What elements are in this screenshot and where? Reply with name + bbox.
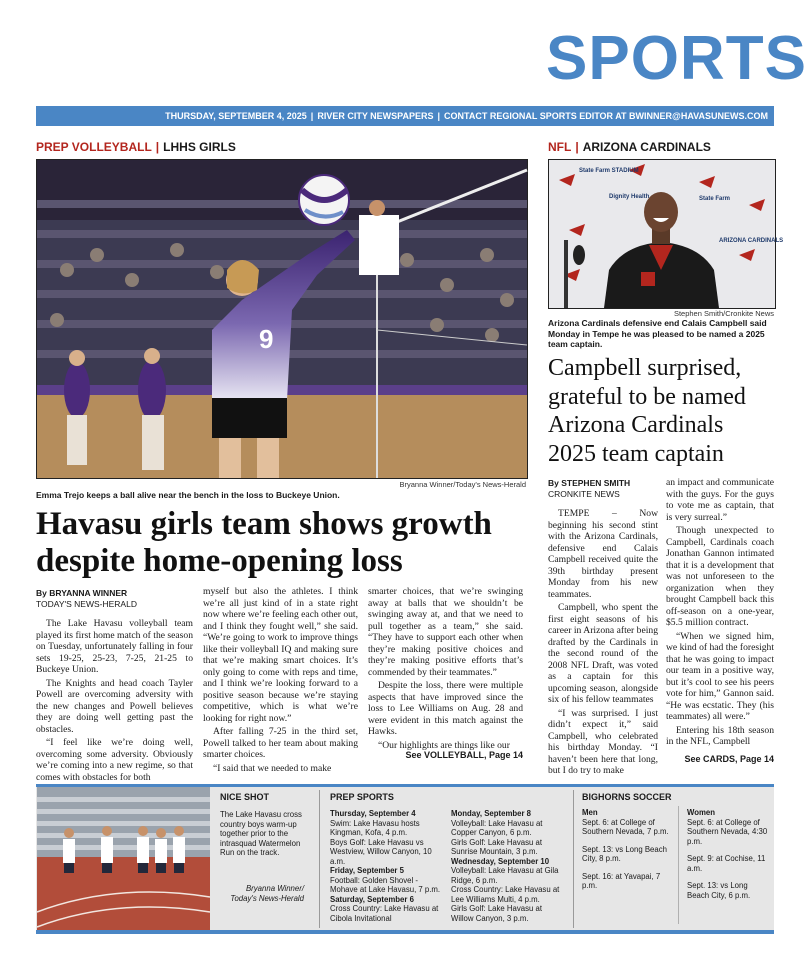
cardinals-jump-line[interactable]: See CARDS, Page 14 [684, 754, 774, 764]
soccer-men-label: Men [582, 808, 598, 817]
nice-shot-photo-art [37, 787, 210, 930]
nice-shot-credit: Bryanna Winner/ Today's News-Herald [230, 884, 304, 903]
cardinals-headline: Campbell surprised, grateful to be named Arizona Cardinals 2025 team captain [548, 355, 746, 467]
article-paragraph: an impact and communicate with the guys. For the guys to vote me as captain, that is very surreal.” [666, 477, 774, 523]
article-paragraph: The Lake Havasu volleyball team played its first home match of the season on Tuesday, unfortunately falling in four sets 19-25, 25-23, 7-25, 21-25 to Buckeye Union. [36, 618, 193, 675]
soccer-title: BIGHORNS SOCCER [582, 792, 672, 802]
schedule-day: Monday, September 8 [451, 809, 532, 818]
schedule-item: Boys Golf: Lake Havasu vs Westview, Willow Canyon, 10 a.m. [330, 837, 432, 866]
volleyball-column-1 [36, 618, 193, 783]
volleyball-photo-art [37, 160, 527, 478]
prep-sports-title: PREP SPORTS [330, 792, 394, 802]
backdrop-text: State Farm STADIUM [579, 168, 639, 174]
schedule-item: Volleyball: Lake Havasu at Gila Ridge, 6 p.m. [451, 866, 559, 885]
soccer-men: Men Sept. 6: at College of Southern Nevada, 7 p.m. Sept. 13: vs Long Beach City, 8 p.m. Sept. 16: at Yavapai, 7 p.m. [582, 808, 674, 891]
cardinals-byline [548, 478, 658, 500]
backdrop-text: State Farm [699, 196, 731, 202]
schedule-item: Swim: Lake Havasu hosts Kingman, Kofa, 4 p.m. [330, 818, 420, 837]
byline-organization: CRONKITE NEWS [548, 489, 620, 500]
kicker-category: PREP VOLLEYBALL [36, 140, 152, 154]
soccer-women-label: Women [687, 808, 716, 817]
schedule-item: Football: Golden Shovel - Mohave at Lake Havasu, 7 p.m. [330, 875, 441, 894]
cardinals-photo-caption: Arizona Cardinals defensive end Calais Campbell said Monday in Tempe he was pleased to be named a 2025 team captain. [548, 318, 767, 350]
cardinals-photo-art [549, 160, 784, 308]
volleyball-headline: Havasu girls team shows growth despite home-opening loss [36, 506, 492, 579]
volleyball-byline [36, 588, 196, 610]
article-paragraph: The Knights and head coach Tayler Powell are overcoming adversity with the new changes and Powell believes they are doing well getting past the obstacles. [36, 677, 193, 735]
divider [573, 790, 574, 928]
article-paragraph: “I feel like we’re doing well, overcoming some adversity. Obviously we’re coming into a new regime, so that comes with obstacles for both [36, 737, 193, 783]
cardinals-photo [548, 159, 784, 309]
schedule-day: Friday, September 5 [330, 866, 404, 875]
article-paragraph: Though unexpected to Campbell, Cardinals coach Jonathan Gannon intimated that it is a development that was not unforeseen to the organization when they brought Campbell back this off-season on a one-year, $5.5 million contract. [666, 525, 774, 628]
volleyball-photo-caption: Emma Trejo keeps a ball alive near the bench in the loss to Buckeye Union. [36, 490, 340, 500]
dateline-bar: THURSDAY, SEPTEMBER 4, 2025 | RIVER CITY NEWSPAPERS | CONTACT REGIONAL SPORTS EDITOR AT BWINNER@HAVASUNEWS.COM [36, 106, 774, 126]
byline-organization: TODAY'S NEWS-HERALD [36, 599, 137, 610]
article-paragraph: “I was surprised. I just didn’t expect it,” said Campbell, who celebrated his birthday Monday. “I haven’t been here that long, but I do try to make [548, 707, 658, 776]
article-paragraph: Despite the loss, there were multiple aspects that have improved since the loss to Lee Williams on Aug. 28 and were evident in this match against the Hawks. [368, 680, 523, 737]
volleyball-photo-credit: Bryanna Winner/Today's News-Herald [399, 480, 526, 489]
volleyball-photo [36, 159, 528, 479]
article-paragraph: myself but also the athletes. I think we’re all just kind of in a state right now where we’re feeling each other out, and I think they fought well,” she said. “We’re going to work to improve things like their volleyball IQ and making sure that we’re making smart choices. It’s only going to come with reps and time, and I think we’re looking forward to a positive season because we’re staying competitive, which is what we’re looking for right now.” [203, 586, 358, 724]
volleyball-column-3 [368, 586, 523, 751]
volleyball-jump-line[interactable]: See VOLLEYBALL, Page 14 [405, 750, 523, 760]
byline-author: By BRYANNA WINNER [36, 588, 128, 598]
prep-sports-column-2 [451, 809, 565, 923]
schedule-day: Wednesday, September 10 [451, 856, 550, 866]
cardinals-column-2 [666, 477, 774, 749]
divider [319, 790, 320, 928]
kicker-topic: LHHS GIRLS [163, 140, 236, 154]
schedule-item: Girls Golf: Lake Havasu at Sunrise Mountain, 3 p.m. [451, 837, 543, 856]
article-paragraph: “I said that we needed to make [213, 762, 332, 774]
cardinals-column-1 [548, 508, 658, 776]
prep-sports-column-1 [330, 809, 442, 923]
cardinals-kicker: NFL | ARIZONA CARDINALS [548, 140, 711, 154]
issue-date: THURSDAY, SEPTEMBER 4, 2025 [165, 111, 307, 121]
schedule-item: Girls Golf: Lake Havasu at Willow Canyon, 3 p.m. [451, 904, 543, 923]
volleyball-column-2 [203, 586, 358, 774]
backdrop-text: ARIZONA CARDINALS [719, 238, 784, 244]
soccer-women: Women Sept. 6: at College of Southern Nevada, 4:30 p.m. Sept. 9: at Cochise, 11 a.m. Sept. 13: vs Long Beach City, 6 p.m. [687, 808, 771, 900]
article-paragraph: smarter choices, that we’re swinging away at balls that we shouldn’t be swinging away at, and that we need to pull together as a team,” she said. “They have to support each other when they’re making positive choices and they’re making positive efforts that’s commended by their teammates.” [368, 586, 523, 678]
section-masthead: SPORTS [546, 24, 807, 93]
article-paragraph: TEMPE – Now beginning his second stint with the Arizona Cardinals, defensive end Calais Campbell received quite the 39th birthday present Monday from his new teammates. [548, 508, 658, 600]
backdrop-text: Dignity Health [609, 194, 650, 200]
schedule-day: Thursday, September 4 [330, 809, 416, 818]
volleyball-kicker: PREP VOLLEYBALL | LHHS GIRLS [36, 140, 236, 154]
byline-author: By STEPHEN SMITH [548, 478, 631, 488]
nice-shot-photo [37, 787, 210, 930]
schedule-item: Cross Country: Lake Havasu at Lee Williams Multi, 4 p.m. [451, 885, 560, 904]
paper-name: RIVER CITY NEWSPAPERS [317, 111, 434, 121]
article-paragraph: “Our highlights are things like our [378, 739, 510, 751]
schedule-day: Saturday, September 6 [330, 894, 414, 904]
article-paragraph: Campbell, who spent the first eight seasons of his career in Arizona after being drafted by the Cardinals in the second round of the 2008 NFL Draft, was voted as a captain for this upcoming season, alongside six of his fellow teammates [548, 602, 658, 705]
article-paragraph: “When we signed him, we kind of had the foresight that he was going to impact our team in a positive way, but it’s cool to see his peers vote for him,” Gannon said. “He was ecstatic. They (his teammates) all were.” [666, 630, 774, 722]
article-paragraph: After falling 7-25 in the third set, Powell talked to her team about making smarter choices. [203, 726, 358, 760]
kicker-topic: ARIZONA CARDINALS [582, 140, 711, 154]
schedule-item: Volleyball: Lake Havasu at Copper Canyon, 6 p.m. [451, 818, 543, 837]
cardinals-photo-credit: Stephen Smith/Cronkite News [673, 309, 774, 318]
nice-shot-text: The Lake Havasu cross country boys warm-up together prior to the intrasquad Watermelon Run on the track. [220, 810, 302, 857]
article-paragraph: Entering his 18th season in the NFL, Campbell [666, 724, 774, 747]
schedule-item: Cross Country: Lake Havasu at Cibola Invitational [330, 904, 439, 923]
nice-shot-title: NICE SHOT [220, 792, 270, 802]
divider [678, 806, 679, 924]
editor-contact: CONTACT REGIONAL SPORTS EDITOR AT BWINNER@HAVASUNEWS.COM [444, 111, 768, 121]
jersey-number: 9 [259, 324, 274, 354]
kicker-category: NFL [548, 140, 572, 154]
